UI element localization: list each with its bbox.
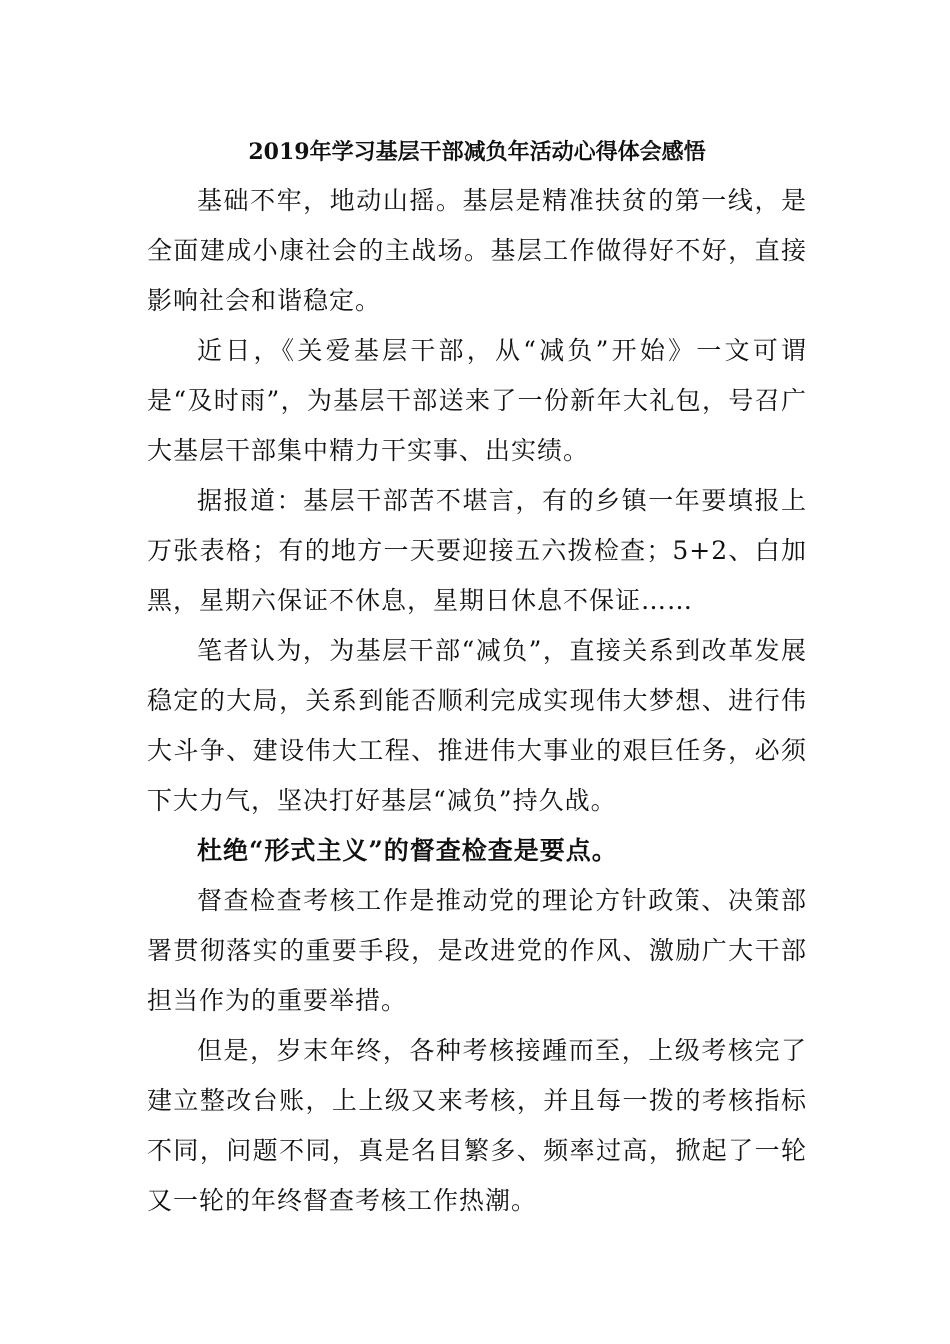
document-title: 2019年学习基层干部减负年活动心得体会感悟 <box>248 139 706 165</box>
paragraph: 笔者认为，为基层干部“减负”，直接关系到改革发展稳定的大局，关系到能否顺利完成实现伟大梦想、进行伟大斗争、建设伟大工程、推进伟大事业的艰巨任务，必须下大力气，坚决打好基层“减负”持久战。 <box>147 636 807 815</box>
paragraph: 据报道：基层干部苦不堪言，有的乡镇一年要填报上万张表格；有的地方一天要迎接五六拨检查；5+2、白加黑，星期六保证不休息，星期日休息不保证…… <box>147 486 807 615</box>
paragraph: 督查检查考核工作是推动党的理论方针政策、决策部署贯彻落实的重要手段，是改进党的作风、激励广大干部担当作为的重要举措。 <box>147 886 807 1015</box>
paragraph: 基础不牢，地动山摇。基层是精准扶贫的第一线，是全面建成小康社会的主战场。基层工作做得好不好，直接影响社会和谐稳定。 <box>147 186 807 315</box>
section-heading: 杜绝“形式主义”的督查检查是要点。 <box>197 836 618 865</box>
paragraph: 近日，《关爱基层干部，从“减负”开始》一文可谓是“及时雨”，为基层干部送来了一份新年大礼包，号召广大基层干部集中精力干实事、出实绩。 <box>147 336 807 465</box>
paragraph: 但是，岁末年终，各种考核接踵而至，上级考核完了建立整改台账，上上级又来考核，并且每一拨的考核指标不同，问题不同，真是名目繁多、频率过高，掀起了一轮又一轮的年终督查考核工作热潮。 <box>147 1036 807 1215</box>
document-body <box>147 128 807 1226</box>
